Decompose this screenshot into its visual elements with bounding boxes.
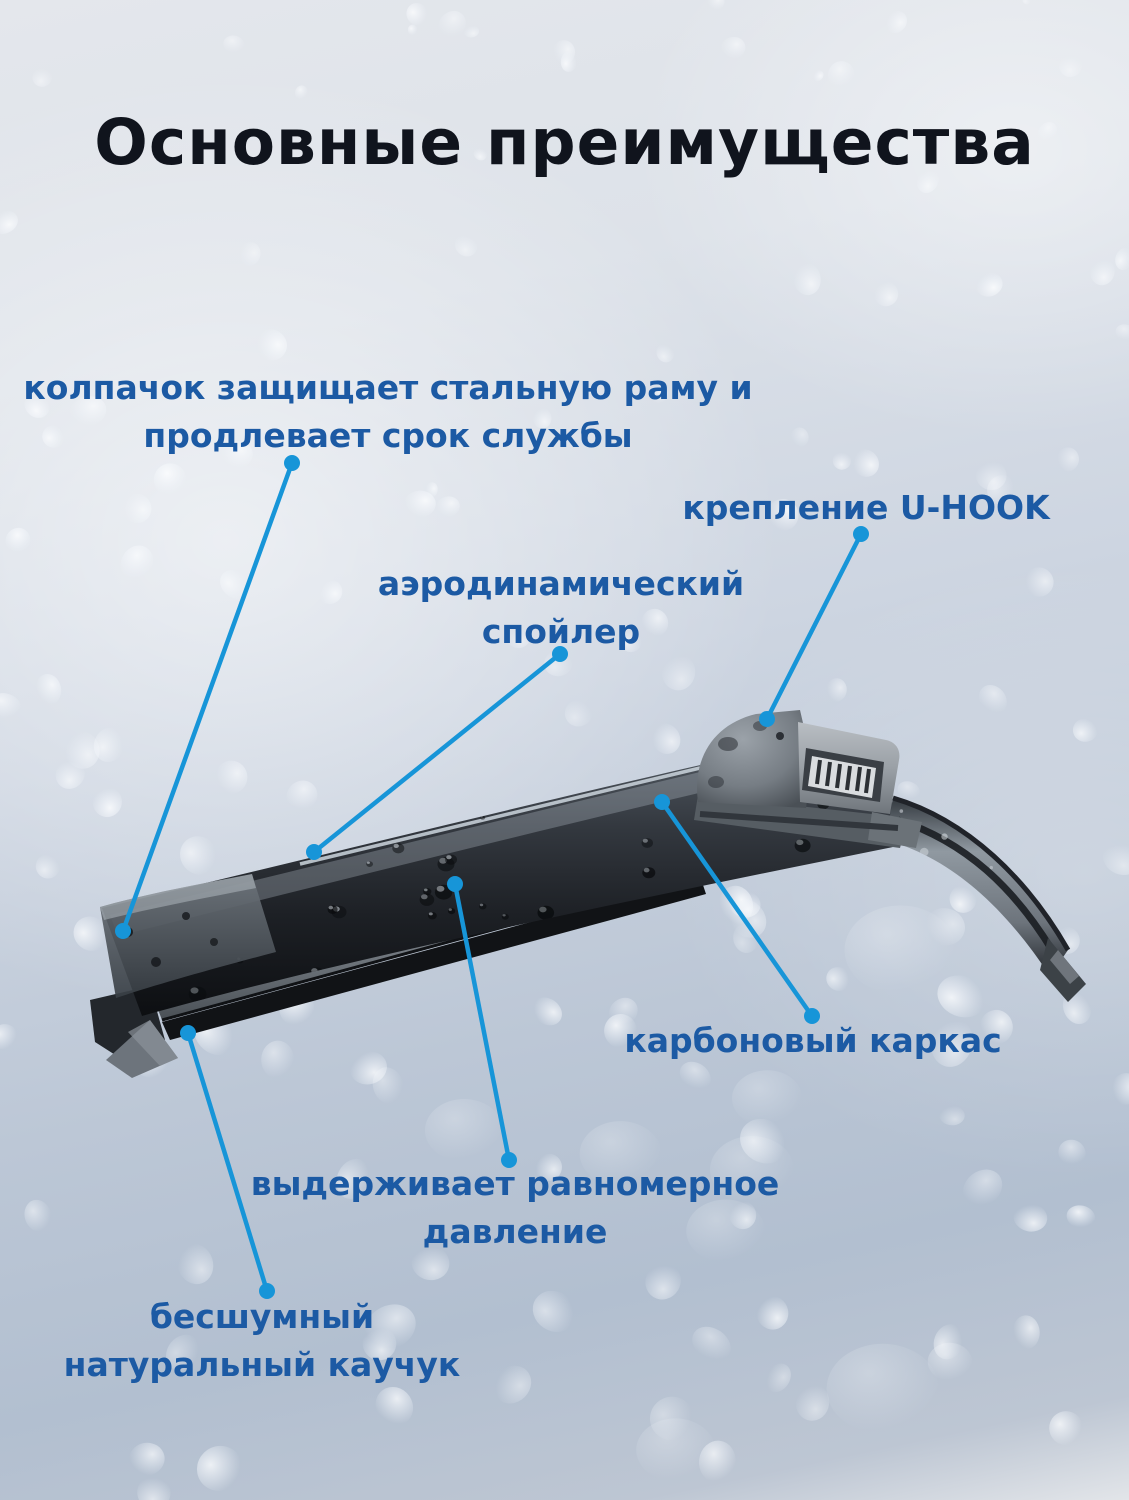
callout-label-cap-line1: колпачок защищает стальную раму и (23, 368, 753, 407)
callout-label-spoiler (378, 560, 744, 656)
callout-line-cap (115, 455, 300, 939)
callout-line-spoiler (306, 646, 568, 860)
callout-label-uhook-line1: крепление U-HOOK (682, 488, 1050, 527)
callout-label-pressure (251, 1160, 780, 1256)
callout-label-pressure-line2: давление (422, 1212, 608, 1251)
callout-line-uhook (759, 526, 869, 727)
callout-label-spoiler-line1: аэродинамический (377, 564, 745, 603)
callout-label-cap-line2: продлевает срок службы (143, 416, 633, 455)
callout-label-rubber-line2: натуральный каучук (63, 1345, 461, 1384)
callout-label-cap (23, 364, 752, 460)
callout-label-pressure-line1: выдерживает равномерное (250, 1164, 780, 1203)
callout-label-spoiler-line2: спойлер (481, 612, 641, 651)
callout-label-rubber (64, 1293, 461, 1389)
callout-label-rubber-line1: бесшумный (149, 1297, 375, 1336)
callout-line-carbon (654, 794, 820, 1024)
callout-label-carbon-line1: карбоновый каркас (624, 1021, 1002, 1060)
page-title: Основные преимущества (94, 106, 1035, 179)
callout-label-carbon (624, 1017, 1001, 1065)
callout-label-uhook (682, 484, 1049, 532)
callout-line-pressure (447, 876, 517, 1168)
